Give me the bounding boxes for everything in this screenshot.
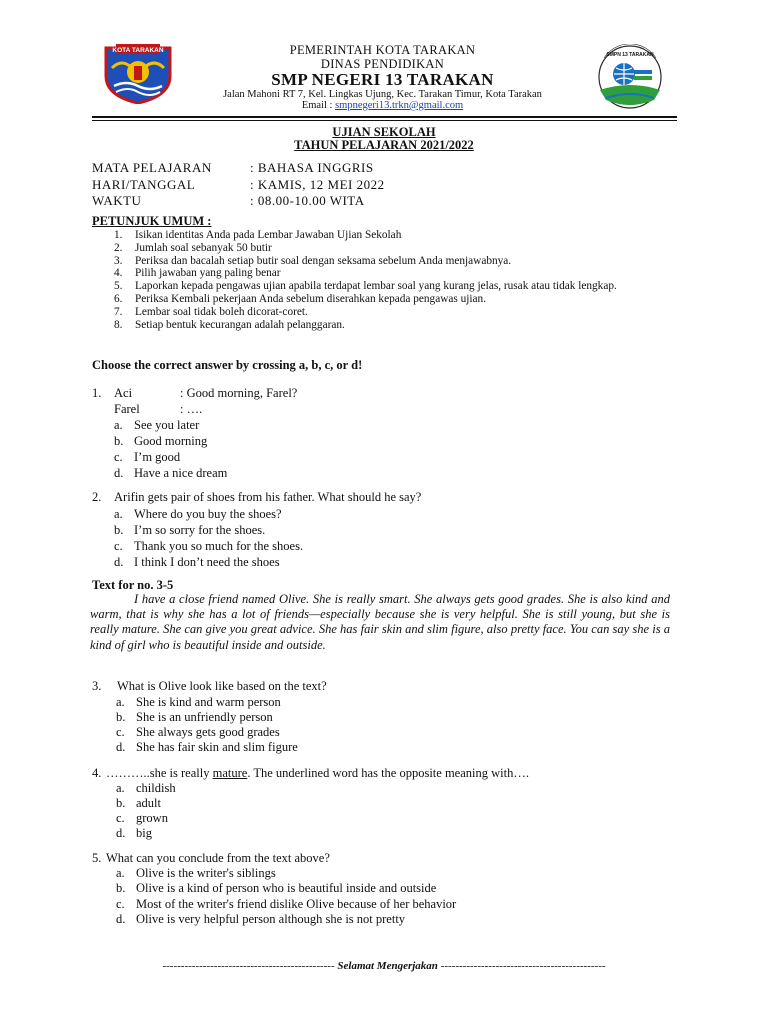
footer-text: Selamat Mengerjakan — [337, 960, 438, 972]
q3-option-d[interactable]: d. She has fair skin and slim figure — [116, 740, 298, 754]
q1-option-b[interactable]: b. Good morning — [114, 434, 208, 448]
q4-option-d[interactable]: d. big — [116, 826, 152, 840]
question-2-number: 2. — [92, 490, 102, 504]
q4-option-c[interactable]: c. grown — [116, 811, 168, 825]
q2-option-a[interactable]: a. Where do you buy the shoes? — [114, 507, 282, 521]
question-1-line-2: : …. — [180, 402, 203, 416]
question-3-number: 3. — [92, 679, 102, 693]
q2-option-b[interactable]: b. I’m so sorry for the shoes. — [114, 523, 266, 537]
email-label: Email : — [301, 100, 336, 111]
exam-year: TAHUN PELAJARAN 2021/2022 — [294, 138, 474, 152]
question-5-text: What can you conclude from the text above? — [106, 851, 330, 865]
footer-message — [0, 960, 768, 972]
q4-option-a[interactable]: a. childish — [116, 781, 176, 795]
instruction-item: 4. Pilih jawaban yang paling benar — [114, 267, 281, 280]
header-department: DINAS PENDIDIKAN — [320, 57, 445, 71]
header-divider-thin — [92, 120, 677, 121]
q5-option-c[interactable]: c. Most of the writer's friend dislike Olive because of her behavior — [116, 897, 457, 911]
header-divider — [92, 116, 677, 118]
instruction-item: 1. Isikan identitas Anda pada Lembar Jawaban Ujian Sekolah — [114, 229, 402, 241]
info-row-time — [92, 193, 365, 209]
instruction-item: 7. Lembar soal tidak boleh dicorat-coret. — [114, 305, 308, 318]
passage-title: Text for no. 3-5 — [92, 578, 174, 592]
underlined-word: mature — [212, 766, 248, 780]
info-label: HARI/TANGGAL — [92, 177, 196, 192]
svg-text:SMPN 13 TARAKAN: SMPN 13 TARAKAN — [606, 52, 654, 58]
instructions-title: PETUNJUK UMUM : — [92, 214, 212, 228]
q5-option-a[interactable]: a. Olive is the writer's siblings — [116, 866, 276, 880]
info-label: MATA PELAJARAN — [92, 160, 212, 175]
info-label: WAKTU — [92, 193, 142, 208]
question-3-text: What is Olive look like based on the text? — [117, 679, 327, 693]
question-2-text: Arifin gets pair of shoes from his father. What should he say? — [114, 490, 422, 504]
instruction-item: 2. Jumlah soal sebanyak 50 butir — [114, 241, 272, 254]
q3-option-a[interactable]: a. She is kind and warm person — [116, 695, 281, 709]
email-link[interactable]: smpnegeri13.trkn@gmail.com — [335, 100, 464, 111]
instruction-item: 6. Periksa Kembali pekerjaan Anda sebelum diserahkan kepada pengawas ujian. — [114, 292, 487, 305]
question-1-speaker-2: Farel — [114, 402, 140, 416]
school-name: SMP NEGERI 13 TARAKAN — [271, 70, 494, 89]
question-4-number: 4. — [92, 766, 102, 780]
q1-option-a[interactable]: a. See you later — [114, 418, 200, 432]
question-1-number: 1. — [92, 386, 102, 400]
q1-option-d[interactable]: d. Have a nice dream — [114, 466, 228, 480]
answer-directive: Choose the correct answer by crossing a, b, c, or d! — [92, 358, 363, 372]
q2-option-d[interactable]: d. I think I don’t need the shoes — [114, 555, 280, 569]
header-government: PEMERINTAH KOTA TARAKAN — [289, 43, 476, 57]
instruction-item: 8. Setiap bentuk kecurangan adalah pelanggaran. — [114, 318, 345, 331]
school-email-line — [180, 100, 585, 111]
q5-option-d[interactable]: d. Olive is very helpful person although she is not pretty — [116, 912, 406, 926]
q3-option-c[interactable]: c. She always gets good grades — [116, 725, 280, 739]
instructions-list — [92, 229, 682, 331]
instruction-item: 5. Laporkan kepada pengawas ujian apabila terdapat lembar soal yang kurang jelas, rusak atau tidak lengkap. — [114, 280, 617, 293]
svg-text:KOTA TARAKAN: KOTA TARAKAN — [112, 47, 164, 54]
info-value: : KAMIS, 12 MEI 2022 — [250, 177, 385, 192]
q1-option-c[interactable]: c. I’m good — [114, 450, 181, 464]
footer-dashes-left: ----------------------------------------------- — [162, 960, 335, 972]
instruction-item: 3. Periksa dan bacalah setiap butir soal dengan seksama sebelum Anda menjawabnya. — [114, 254, 512, 267]
question-1-line-1: : Good morning, Farel? — [180, 386, 298, 400]
question-4-text: ………..she is really mature. The underlined word has the opposite meaning with…. — [106, 766, 529, 780]
info-row-subject — [92, 160, 374, 176]
school-address: Jalan Mahoni RT 7, Kel. Lingkas Ujung, Kec. Tarakan Timur, Kota Tarakan — [223, 89, 542, 100]
q5-option-b[interactable]: b. Olive is a kind of person who is beautiful inside and outside — [116, 881, 437, 895]
reading-passage: I have a close friend named Olive. She is really smart. She always gets good grades. She is also kind and warm, that is why she has a lot of friends—especially because she is very helpful. She is still young, but she is really mature. She can give you great advice. She has fair skin and slim figure, also pretty face. You can say she is a kind of girl who is beautiful inside and outside. — [90, 592, 670, 652]
q3-option-b[interactable]: b. She is an unfriendly person — [116, 710, 273, 724]
info-row-date — [92, 177, 385, 193]
footer-dashes-right: --------------------------------------------- — [440, 960, 606, 972]
kota-tarakan-logo — [102, 42, 174, 104]
q4-option-b[interactable]: b. adult — [116, 796, 161, 810]
exam-title: UJIAN SEKOLAH — [332, 125, 436, 139]
q2-option-c[interactable]: c. Thank you so much for the shoes. — [114, 539, 304, 553]
info-value: : BAHASA INGGRIS — [250, 160, 374, 175]
smpn13-school-logo — [592, 44, 668, 110]
info-value: : 08.00-10.00 WITA — [250, 193, 365, 208]
question-5-number: 5. — [92, 851, 102, 865]
question-1-speaker-1: Aci — [114, 386, 133, 400]
